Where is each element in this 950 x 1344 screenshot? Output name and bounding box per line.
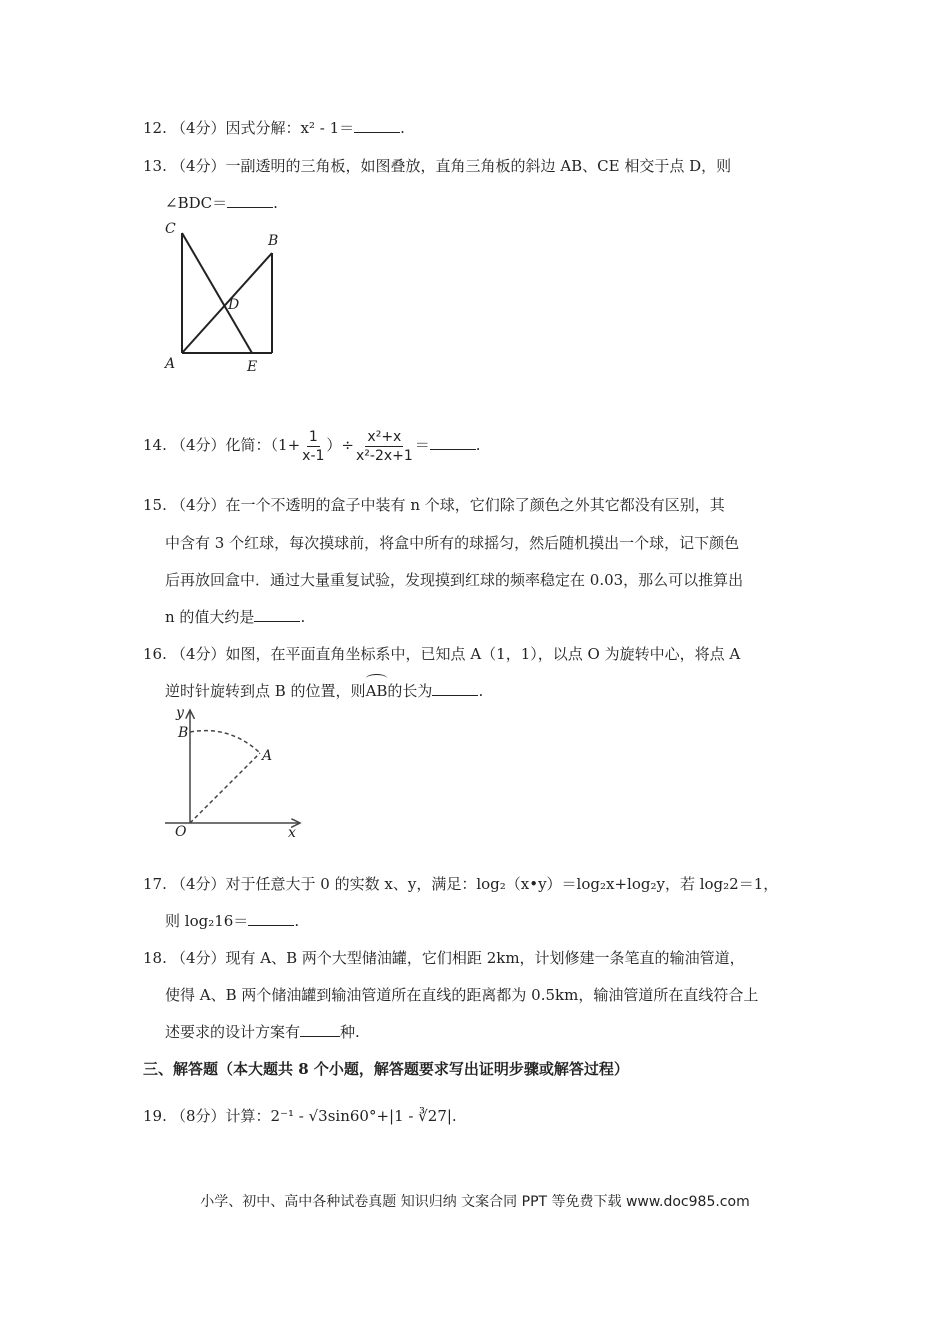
question-text: （4分）在一个不透明的盒子中装有 n 个球，它们除了颜色之外其它都没有区别，其 <box>171 496 725 514</box>
label-a: A <box>262 748 273 764</box>
question-number: 14. <box>143 436 167 454</box>
question-text: （4分）化简： <box>171 436 271 454</box>
question-13-line2 <box>165 192 278 214</box>
open-paren: （1+ <box>270 436 301 454</box>
fraction-2 <box>354 428 415 465</box>
arc-label: AB <box>365 682 388 700</box>
answer-blank <box>254 607 300 622</box>
question-text: 的长为 <box>387 682 433 700</box>
question-text: （4分）一副透明的三角板，如图叠放，直角三角板的斜边 AB、CE 相交于点 D，则 <box>171 157 732 175</box>
question-text: n 的值大约是 <box>165 608 255 626</box>
answer-blank <box>430 435 476 450</box>
question-number: 16. <box>143 645 167 663</box>
question-text: 则 log₂16＝ <box>165 912 249 930</box>
question-number: 12. <box>143 119 167 137</box>
page-footer: 小学、初中、高中各种试卷真题 知识归纳 文案合同 PPT 等免费下载 www.doc985.com <box>200 1194 750 1210</box>
answer-blank <box>227 193 273 208</box>
punctuation: . <box>300 608 306 626</box>
question-15-line2: 中含有 3 个红球，每次摸球前，将盒中所有的球摇匀，然后随机摸出一个球，记下颜色 <box>165 534 740 552</box>
answer-blank <box>432 681 478 696</box>
question-text: 种. <box>340 1023 360 1041</box>
question-13-line1 <box>143 155 731 177</box>
denominator: x-1 <box>302 447 325 464</box>
line-ce <box>182 233 252 353</box>
triangle-figure <box>155 215 295 380</box>
arc-notation <box>366 680 388 702</box>
question-number: 15. <box>143 496 167 514</box>
close-paren-divide: ）÷ <box>326 436 354 454</box>
line-ab <box>182 253 272 353</box>
section-heading: 三、解答题（本大题共 8 个小题，解答题要求写出证明步骤或解答过程） <box>143 1060 629 1078</box>
question-17-line2 <box>165 910 299 932</box>
question-text: （4分）如图，在平面直角坐标系中，已知点 A（1，1），以点 O 为旋转中心，将点 A <box>171 645 741 663</box>
label-b: B <box>178 725 189 741</box>
question-text: 逆时针旋转到点 B 的位置，则 <box>165 682 366 700</box>
question-19 <box>143 1105 457 1127</box>
question-14 <box>143 425 481 465</box>
label-a: A <box>165 356 176 372</box>
label-x: x <box>288 825 296 841</box>
punctuation: . <box>475 436 481 454</box>
question-16-line2 <box>165 680 483 702</box>
coordinate-figure <box>160 705 310 845</box>
answer-blank <box>300 1022 340 1037</box>
question-15-line4 <box>165 606 305 628</box>
question-number: 18. <box>143 949 167 967</box>
question-18-line3 <box>165 1021 360 1043</box>
arc-mark <box>366 674 388 683</box>
label-o: O <box>175 824 187 840</box>
label-c: C <box>165 221 176 237</box>
question-number: 19. <box>143 1107 167 1125</box>
punctuation: . <box>273 194 278 212</box>
math-expression: x² - 1＝ <box>300 119 355 137</box>
question-number: 13. <box>143 157 167 175</box>
label-b: B <box>268 233 279 249</box>
punctuation: . <box>400 119 405 137</box>
question-text: ∠BDC＝ <box>165 194 228 212</box>
question-17-line1 <box>143 873 778 895</box>
numerator: x²+x <box>367 428 402 445</box>
question-text: （4分）对于任意大于 0 的实数 x、y，满足：log₂（x•y）＝log₂x+log₂y，若 log₂2＝1， <box>171 875 779 893</box>
question-text: 述要求的设计方案有 <box>165 1023 301 1041</box>
question-12 <box>143 117 405 139</box>
label-d: D <box>228 297 240 313</box>
label-y: y <box>176 705 184 721</box>
question-number: 17. <box>143 875 167 893</box>
question-15-line3: 后再放回盒中．通过大量重复试验，发现摸到红球的频率稳定在 0.03，那么可以推算出 <box>165 571 744 589</box>
equals: ＝ <box>414 436 430 454</box>
question-18-line2: 使得 A、B 两个储油罐到输油管道所在直线的距离都为 0.5km，输油管道所在直线符合上 <box>165 986 759 1004</box>
numerator: 1 <box>308 428 318 445</box>
question-18-line1 <box>143 947 745 969</box>
punctuation: . <box>478 682 484 700</box>
denominator: x²-2x+1 <box>356 447 413 464</box>
question-16-line1 <box>143 643 740 665</box>
question-text: （8分）计算：2⁻¹ - √3sin60°+|1 - ∛27|. <box>171 1107 457 1125</box>
answer-blank <box>354 118 400 133</box>
question-text: （4分）现有 A、B 两个大型储油罐，它们相距 2km，计划修建一条笔直的输油管道， <box>171 949 745 967</box>
question-text: （4分）因式分解： <box>171 119 301 137</box>
arc-ab <box>190 731 260 753</box>
question-15-line1 <box>143 494 725 516</box>
fraction-1 <box>300 428 326 465</box>
segment-oa <box>190 753 260 823</box>
label-e: E <box>247 359 258 375</box>
punctuation: . <box>294 912 300 930</box>
answer-blank <box>248 911 294 926</box>
